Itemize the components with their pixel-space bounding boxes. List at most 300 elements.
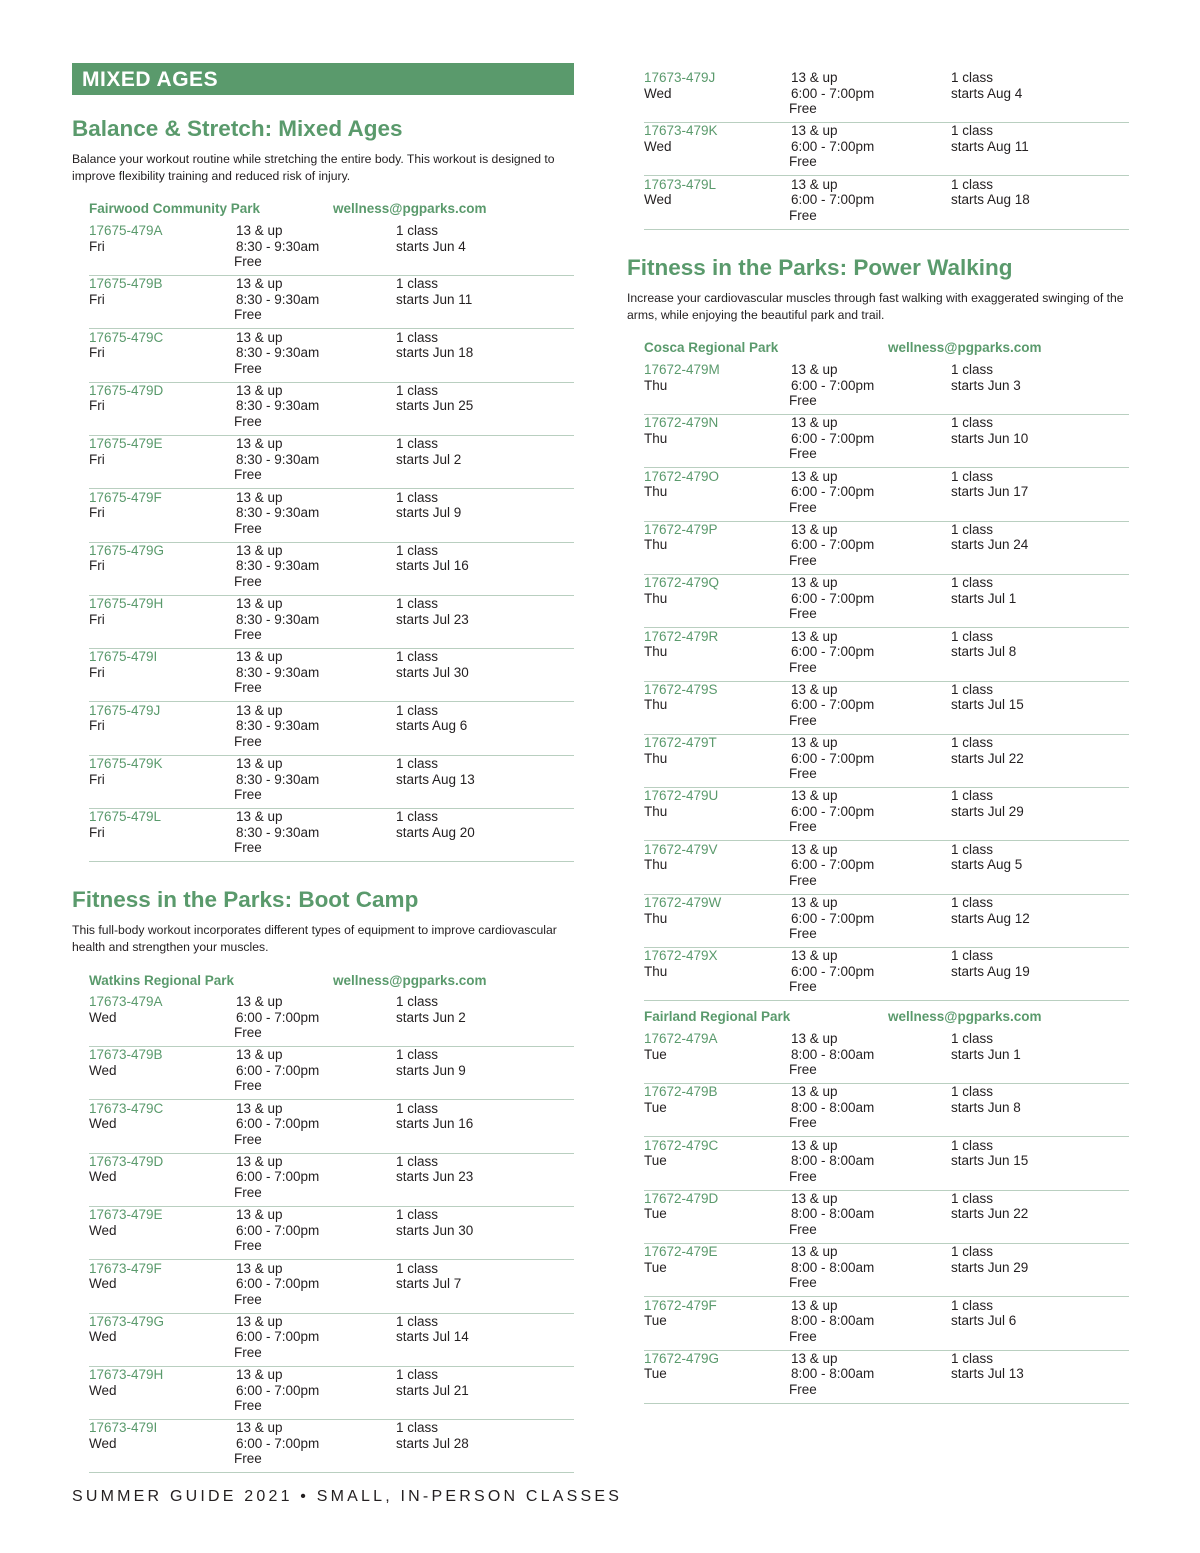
class-time: 6:00 - 7:00pm (236, 1169, 320, 1185)
class-time: 6:00 - 7:00pm (236, 1382, 320, 1398)
class-start-date: starts Jul 21 (396, 1382, 469, 1398)
class-fee: Free (234, 520, 262, 536)
section-title-boot-camp: Fitness in the Parks: Boot Camp (72, 887, 419, 912)
class-row (644, 522, 1129, 575)
class-start-date: starts Jun 1 (951, 1046, 1021, 1062)
class-day: Wed (89, 1276, 117, 1291)
class-time: 6:00 - 7:00pm (791, 963, 875, 979)
class-age: 13 & up (236, 542, 283, 558)
class-row (89, 1154, 574, 1207)
class-age: 13 & up (791, 415, 838, 431)
class-fee: Free (789, 1221, 817, 1237)
class-row (644, 469, 1129, 522)
class-row (644, 629, 1129, 682)
class-code: 17675-479G (89, 542, 165, 558)
class-fee: Free (234, 573, 262, 589)
class-row (89, 1367, 574, 1420)
class-count: 1 class (396, 382, 439, 398)
class-count: 1 class (396, 489, 439, 505)
class-count: 1 class (951, 628, 994, 644)
class-start-date: starts Jul 23 (396, 611, 469, 627)
class-fee: Free (234, 1238, 262, 1254)
class-start-date: starts Jun 3 (951, 377, 1021, 393)
class-row (89, 383, 574, 436)
class-day: Wed (89, 1116, 117, 1132)
class-start-date: starts Aug 6 (396, 718, 468, 734)
class-code: 17672-479E (644, 1244, 718, 1260)
class-age: 13 & up (236, 702, 283, 718)
class-age: 13 & up (236, 329, 283, 345)
location-email[interactable]: wellness@pgparks.com (333, 973, 487, 988)
class-day: Tue (644, 1153, 667, 1169)
class-time: 8:30 - 9:30am (236, 664, 320, 680)
location-email[interactable]: wellness@pgparks.com (888, 340, 1042, 355)
class-time: 6:00 - 7:00pm (791, 377, 875, 393)
class-day: Thu (644, 910, 668, 926)
class-count: 1 class (396, 596, 439, 612)
class-day: Wed (89, 1222, 117, 1238)
class-age: 13 & up (791, 1244, 838, 1260)
class-day: Fri (89, 771, 105, 787)
class-fee: Free (789, 393, 817, 408)
class-code: 17672-479C (644, 1137, 719, 1153)
class-start-date: starts Aug 19 (951, 963, 1030, 979)
class-age: 13 & up (236, 1047, 283, 1063)
class-fee: Free (789, 712, 817, 728)
class-row (644, 123, 1129, 176)
class-count: 1 class (951, 176, 994, 192)
class-code: 17672-479O (644, 468, 720, 484)
class-code: 17675-479L (89, 809, 162, 825)
class-count: 1 class (396, 542, 439, 558)
class-count: 1 class (951, 521, 994, 537)
class-row (644, 1138, 1129, 1191)
class-code: 17672-479B (644, 1084, 718, 1100)
section-description-power-walking: Increase your cardiovascular muscles through fast walking with exaggerated swinging of the arms, while enjoying the beautiful park and trail. (627, 291, 1124, 322)
class-count: 1 class (951, 681, 994, 697)
class-time: 8:30 - 9:30am (236, 771, 320, 787)
class-day: Wed (89, 1169, 117, 1185)
class-start-date: starts Jul 7 (396, 1276, 462, 1291)
class-day: Fri (89, 824, 105, 840)
class-time: 6:00 - 7:00pm (791, 192, 875, 208)
class-day: Fri (89, 291, 105, 307)
location-name: Cosca Regional Park (644, 340, 779, 355)
class-start-date: starts Jul 22 (951, 750, 1024, 766)
class-start-date: starts Jul 29 (951, 803, 1024, 819)
class-start-date: starts Aug 4 (951, 85, 1023, 101)
class-count: 1 class (396, 809, 439, 825)
class-day: Wed (89, 1382, 117, 1398)
class-fee: Free (234, 413, 262, 429)
class-age: 13 & up (236, 1420, 283, 1436)
class-count: 1 class (951, 895, 994, 910)
class-start-date: starts Aug 20 (396, 824, 475, 840)
class-count: 1 class (396, 1100, 439, 1116)
class-time: 6:00 - 7:00pm (236, 1276, 320, 1291)
class-row (644, 842, 1129, 895)
class-row (89, 1420, 574, 1473)
class-code: 17672-479R (644, 628, 719, 644)
class-age: 13 & up (236, 1367, 283, 1383)
class-row (89, 1261, 574, 1314)
class-code: 17675-479K (89, 756, 163, 771)
class-fee: Free (789, 606, 817, 622)
class-row (89, 809, 574, 862)
class-start-date: starts Jul 16 (396, 558, 469, 574)
class-start-date: starts Aug 11 (951, 138, 1029, 154)
class-count: 1 class (951, 123, 994, 139)
class-fee: Free (789, 766, 817, 782)
class-fee: Free (789, 1062, 817, 1077)
class-day: Fri (89, 718, 105, 734)
class-fee: Free (234, 680, 262, 696)
class-row (644, 1084, 1129, 1137)
class-count: 1 class (396, 329, 439, 345)
class-row (644, 1351, 1129, 1404)
class-code: 17672-479T (644, 735, 717, 751)
class-code: 17672-479M (644, 362, 720, 377)
section-band-mixed-ages: MIXED AGES (72, 63, 574, 95)
class-code: 17673-479K (644, 123, 718, 139)
class-row (644, 735, 1129, 788)
class-row (89, 596, 574, 649)
class-time: 6:00 - 7:00pm (791, 484, 875, 500)
class-row (89, 330, 574, 383)
class-fee: Free (234, 1184, 262, 1200)
class-start-date: starts Jul 15 (951, 697, 1024, 713)
class-code: 17675-479H (89, 596, 164, 612)
class-row (89, 223, 574, 276)
class-day: Wed (89, 1329, 117, 1345)
class-time: 8:30 - 9:30am (236, 505, 320, 520)
class-day: Wed (89, 1009, 117, 1025)
class-count: 1 class (951, 1244, 994, 1260)
class-time: 8:30 - 9:30am (236, 558, 320, 574)
class-day: Thu (644, 644, 668, 659)
class-start-date: starts Aug 13 (396, 771, 475, 787)
class-start-date: starts Aug 5 (951, 857, 1023, 873)
class-time: 8:30 - 9:30am (236, 718, 320, 734)
class-age: 13 & up (791, 123, 838, 139)
class-age: 13 & up (236, 649, 283, 665)
class-start-date: starts Jun 15 (951, 1153, 1029, 1169)
class-count: 1 class (951, 415, 994, 431)
class-start-date: starts Jun 25 (396, 398, 474, 414)
class-time: 6:00 - 7:00pm (791, 857, 875, 873)
class-time: 8:30 - 9:30am (236, 824, 320, 840)
class-day: Wed (644, 192, 672, 208)
class-age: 13 & up (791, 681, 838, 697)
location-header-fairland (644, 1009, 1129, 1027)
class-count: 1 class (396, 1047, 439, 1063)
class-row (644, 948, 1129, 1001)
class-code: 17673-479D (89, 1153, 164, 1169)
class-age: 13 & up (791, 841, 838, 857)
class-start-date: starts Jul 6 (951, 1313, 1017, 1328)
location-header-cosca (644, 340, 1129, 358)
class-day: Wed (644, 85, 672, 101)
class-day: Thu (644, 590, 668, 606)
class-code: 17673-479G (89, 1313, 165, 1329)
class-row (89, 1314, 574, 1367)
class-start-date: starts Jun 18 (396, 345, 474, 361)
class-day: Thu (644, 803, 668, 819)
class-count: 1 class (951, 362, 994, 377)
class-row (644, 1191, 1129, 1244)
class-start-date: starts Jul 9 (396, 505, 462, 520)
class-fee: Free (234, 1078, 262, 1094)
class-day: Tue (644, 1366, 667, 1382)
class-start-date: starts Jun 11 (396, 291, 473, 307)
class-row (89, 1207, 574, 1260)
class-fee: Free (234, 1344, 262, 1360)
class-time: 8:30 - 9:30am (236, 398, 320, 414)
section-title-balance-stretch: Balance & Stretch: Mixed Ages (72, 116, 403, 141)
class-age: 13 & up (791, 362, 838, 377)
class-count: 1 class (951, 1297, 994, 1313)
class-time: 8:00 - 8:00am (791, 1099, 875, 1115)
class-count: 1 class (396, 994, 439, 1009)
class-day: Tue (644, 1206, 667, 1222)
class-start-date: starts Jun 17 (951, 484, 1029, 500)
class-age: 13 & up (236, 1313, 283, 1329)
class-day: Wed (644, 138, 672, 154)
class-age: 13 & up (236, 223, 283, 238)
location-email[interactable]: wellness@pgparks.com (333, 201, 487, 216)
class-age: 13 & up (791, 1084, 838, 1100)
class-count: 1 class (951, 948, 994, 964)
section-description-boot-camp: This full-body workout incorporates different types of equipment to improve cardiovascular health and strengthen your muscles. (72, 923, 557, 954)
location-name: Fairwood Community Park (89, 201, 261, 216)
class-code: 17675-479B (89, 276, 163, 292)
class-fee: Free (234, 627, 262, 643)
class-fee: Free (234, 787, 262, 802)
class-code: 17672-479P (644, 521, 718, 537)
class-code: 17673-479E (89, 1207, 163, 1223)
class-fee: Free (789, 819, 817, 835)
class-fee: Free (234, 467, 262, 483)
class-time: 6:00 - 7:00pm (791, 803, 875, 819)
class-time: 6:00 - 7:00pm (236, 1329, 320, 1345)
class-age: 13 & up (236, 596, 283, 612)
class-time: 6:00 - 7:00pm (791, 85, 875, 101)
class-count: 1 class (951, 1350, 994, 1366)
class-time: 8:30 - 9:30am (236, 345, 320, 361)
class-day: Thu (644, 537, 668, 553)
class-row (644, 177, 1129, 230)
class-start-date: starts Jun 23 (396, 1169, 474, 1185)
class-time: 6:00 - 7:00pm (236, 1009, 320, 1025)
class-row (89, 994, 574, 1047)
class-age: 13 & up (791, 788, 838, 804)
class-code: 17672-479V (644, 841, 718, 857)
class-day: Thu (644, 857, 668, 873)
class-time: 8:30 - 9:30am (236, 451, 320, 467)
class-fee: Free (789, 979, 817, 995)
class-fee: Free (789, 872, 817, 888)
class-fee: Free (789, 1328, 817, 1344)
class-row (644, 1031, 1129, 1084)
class-age: 13 & up (236, 276, 283, 292)
class-code: 17673-479J (644, 70, 716, 85)
class-row (89, 1101, 574, 1154)
class-row (644, 70, 1129, 123)
class-time: 8:30 - 9:30am (236, 291, 320, 307)
class-time: 8:00 - 8:00am (791, 1366, 875, 1382)
class-day: Fri (89, 398, 105, 414)
class-day: Tue (644, 1259, 667, 1275)
class-age: 13 & up (791, 176, 838, 192)
class-age: 13 & up (791, 1350, 838, 1366)
class-start-date: starts Jul 30 (396, 664, 469, 680)
class-start-date: starts Jul 8 (951, 644, 1017, 659)
class-start-date: starts Jul 28 (396, 1435, 469, 1451)
class-row (644, 682, 1129, 735)
class-code: 17673-479L (644, 176, 717, 192)
class-count: 1 class (951, 468, 994, 484)
class-fee: Free (234, 307, 262, 323)
class-fee: Free (789, 207, 817, 223)
class-day: Thu (644, 750, 668, 766)
class-row (89, 703, 574, 756)
class-code: 17672-479D (644, 1190, 719, 1206)
class-age: 13 & up (236, 1100, 283, 1116)
class-day: Fri (89, 611, 105, 627)
class-day: Thu (644, 377, 668, 393)
class-code: 17672-479W (644, 895, 722, 910)
class-time: 8:00 - 8:00am (791, 1046, 875, 1062)
class-code: 17675-479C (89, 329, 164, 345)
class-start-date: starts Jun 4 (396, 238, 466, 254)
class-fee: Free (789, 1115, 817, 1131)
class-start-date: starts Jul 2 (396, 451, 462, 467)
class-row (644, 362, 1129, 415)
section-title-power-walking: Fitness in the Parks: Power Walking (627, 255, 1013, 280)
class-day: Fri (89, 238, 105, 254)
class-fee: Free (789, 446, 817, 462)
class-code: 17675-479E (89, 436, 163, 452)
class-age: 13 & up (791, 1190, 838, 1206)
class-code: 17673-479B (89, 1047, 163, 1063)
class-start-date: starts Jun 30 (396, 1222, 474, 1238)
class-count: 1 class (951, 1137, 994, 1153)
class-count: 1 class (396, 649, 439, 665)
class-count: 1 class (951, 1031, 994, 1046)
class-age: 13 & up (791, 628, 838, 644)
class-time: 6:00 - 7:00pm (791, 750, 875, 766)
class-code: 17675-479I (89, 649, 158, 665)
class-day: Tue (644, 1313, 667, 1328)
class-age: 13 & up (236, 489, 283, 505)
class-fee: Free (234, 1398, 262, 1414)
class-start-date: starts Jul 14 (396, 1329, 469, 1345)
class-count: 1 class (396, 1153, 439, 1169)
class-day: Fri (89, 558, 105, 574)
location-name: Watkins Regional Park (89, 973, 235, 988)
class-time: 8:00 - 8:00am (791, 1206, 875, 1222)
class-age: 13 & up (236, 382, 283, 398)
class-start-date: starts Jun 24 (951, 537, 1029, 553)
class-code: 17673-479A (89, 994, 163, 1009)
class-code: 17673-479F (89, 1260, 162, 1276)
class-day: Fri (89, 345, 105, 361)
class-count: 1 class (396, 702, 439, 718)
class-fee: Free (789, 659, 817, 675)
class-row (89, 1047, 574, 1100)
class-code: 17673-479C (89, 1100, 164, 1116)
class-row (644, 415, 1129, 468)
class-count: 1 class (396, 756, 439, 771)
class-count: 1 class (396, 223, 439, 238)
class-start-date: starts Jun 2 (396, 1009, 466, 1025)
class-start-date: starts Jun 8 (951, 1099, 1021, 1115)
class-fee: Free (234, 733, 262, 749)
class-count: 1 class (951, 788, 994, 804)
class-time: 8:00 - 8:00am (791, 1153, 875, 1169)
class-count: 1 class (396, 1420, 439, 1436)
class-time: 6:00 - 7:00pm (236, 1116, 320, 1132)
class-row (89, 649, 574, 702)
class-time: 6:00 - 7:00pm (236, 1222, 320, 1238)
class-count: 1 class (951, 70, 994, 85)
class-age: 13 & up (791, 70, 838, 85)
class-row (644, 1298, 1129, 1351)
class-age: 13 & up (236, 1153, 283, 1169)
class-day: Fri (89, 505, 105, 520)
location-email[interactable]: wellness@pgparks.com (888, 1009, 1042, 1024)
class-time: 8:30 - 9:30am (236, 611, 320, 627)
class-code: 17672-479U (644, 788, 719, 804)
class-age: 13 & up (791, 735, 838, 751)
class-count: 1 class (396, 436, 439, 452)
class-age: 13 & up (791, 575, 838, 591)
class-fee: Free (789, 926, 817, 941)
class-row (89, 543, 574, 596)
class-fee: Free (234, 254, 262, 269)
class-count: 1 class (396, 1260, 439, 1276)
class-row (644, 575, 1129, 628)
class-start-date: starts Aug 12 (951, 910, 1030, 926)
class-age: 13 & up (791, 521, 838, 537)
class-age: 13 & up (236, 1260, 283, 1276)
class-start-date: starts Jun 9 (396, 1062, 466, 1078)
location-header-fairwood (89, 201, 574, 219)
class-time: 8:00 - 8:00am (791, 1259, 875, 1275)
class-time: 8:00 - 8:00am (791, 1313, 875, 1328)
class-day: Thu (644, 430, 668, 446)
class-day: Thu (644, 963, 668, 979)
class-day: Fri (89, 451, 105, 467)
class-day: Fri (89, 664, 105, 680)
class-code: 17675-479A (89, 223, 163, 238)
location-name: Fairland Regional Park (644, 1009, 791, 1024)
class-code: 17672-479S (644, 681, 718, 697)
class-day: Tue (644, 1099, 667, 1115)
class-code: 17672-479Q (644, 575, 720, 591)
class-time: 6:00 - 7:00pm (791, 910, 875, 926)
class-start-date: starts Jul 13 (951, 1366, 1024, 1382)
class-fee: Free (789, 1168, 817, 1184)
class-count: 1 class (951, 841, 994, 857)
class-fee: Free (789, 1381, 817, 1397)
class-code: 17673-479H (89, 1367, 164, 1383)
class-age: 13 & up (236, 436, 283, 452)
class-age: 13 & up (236, 1207, 283, 1223)
class-age: 13 & up (791, 1031, 838, 1046)
class-code: 17672-479N (644, 415, 719, 431)
class-row (644, 788, 1129, 841)
